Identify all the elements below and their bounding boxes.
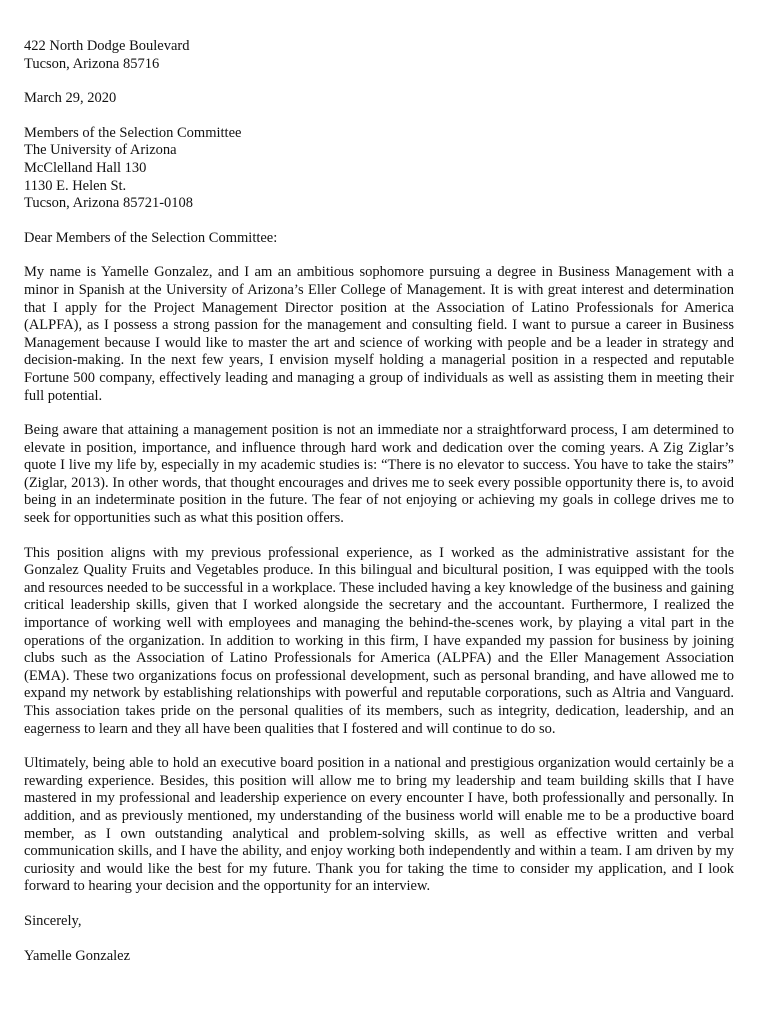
recipient-line-3: McClelland Hall 130 [24, 159, 147, 176]
recipient-line-1: Members of the Selection Committee [24, 124, 242, 141]
sender-street: 422 North Dodge Boulevard [24, 38, 190, 54]
body-paragraph-3: This position aligns with my previous professional experience, as I worked as the administrative assistant for the Gonzalez Quality Fruits and Vegetables produce. In this bilingual and bicultural position, I was equipped with the tools and resources needed to be successful in a workplace. These included having a key knowledge of the business and gaining critical leadership skills, given that I worked alongside the secretary and the accountant. Furthermore, I realized the importance of working well with employees and managing the behind-the-scenes work, by playing a vital part in the operations of the organization. In addition to working in this firm, I have expanded my passion for business by joining clubs such as the Association of Latino Professionals for America (ALPFA) and the Eller Management Association (EMA). These two organizations focus on professional development, such as personal branding, and have allowed me to expand my network by establishing relationships with powerful and reputable corporations, such as Altria and Vanguard. This association takes pride on the personal qualities of its members, such as integrity, dedication, leadership, and an eagerness to learn and they all have been qualities that I fostered and will continue to do so. [24, 544, 735, 737]
letter-date [24, 90, 734, 108]
closing: Sincerely, [24, 912, 82, 929]
body-paragraph-1: My name is Yamelle Gonzalez, and I am an ambitious sophomore pursuing a degree in Business Management with a minor in Spanish at the University of Arizona’s Eller College of Management. It is with great interest and determination that I apply for the Project Management Director position at the Association of Latino Professionals for America (ALPFA), as I possess a strong passion for the management and consulting field. I want to pursue a career in Business Management because I would like to master the art and science of working with people and be a leader in strategy and decision-making. In the next few years, I envision myself holding a managerial position in a respected and reputable Fortune 500 company, effectively leading and managing a group of individuals as well as assisting them in meeting their full potential. [24, 264, 734, 404]
letter-page [24, 38, 734, 965]
recipient-line-5: Tucson, Arizona 85721-0108 [24, 195, 194, 212]
sender-city-state-zip: Tucson, Arizona 85716 [24, 55, 160, 72]
recipient-line-4: 1130 E. Helen St. [24, 177, 127, 194]
sender-address [24, 38, 734, 73]
salutation-text: Dear Members of the Selection Committee: [24, 229, 278, 246]
date-text: March 29, 2020 [24, 90, 117, 107]
signature-name: Yamelle Gonzalez [24, 947, 131, 964]
body-paragraph-2: Being aware that attaining a management position is not an immediate nor a straightforward process, I am determined to elevate in position, importance, and influence through hard work and dedication over the coming years. A Zig Ziglar’s quote I live my life by, especially in my academic studies is: “There is no elevator to success. You have to take the stairs” (Ziglar, 2013). In other words, that thought encourages and drives me to seek every possible opportunity there is, to avoid being in an indeterminate position in the future. The fear of not enjoying or achieving my goals in college drives me to seek for opportunities such as what this position offers. [24, 422, 734, 527]
body-paragraph-4: Ultimately, being able to hold an executive board position in a national and prestigious organization would certainly be a rewarding experience. Besides, this position will allow me to bring my leadership and team building skills that I have mastered in my professional and leadership experience on every encounter I have, both professionally and personally. In addition, and as previously mentioned, my understanding of the business world will enable me to be a productive board member, as I own outstanding analytical and problem-solving skills, as well as effective written and verbal communication skills, and I have the ability, and enjoy working both independently and within a team. I am driven by my curiosity and would like the best for my future. Thank you for taking the time to consider my application, and I look forward to hearing your decision and the opportunity for an interview. [24, 755, 734, 895]
recipient-line-2: The University of Arizona [24, 142, 177, 159]
salutation [24, 230, 734, 248]
recipient-address [24, 125, 734, 213]
